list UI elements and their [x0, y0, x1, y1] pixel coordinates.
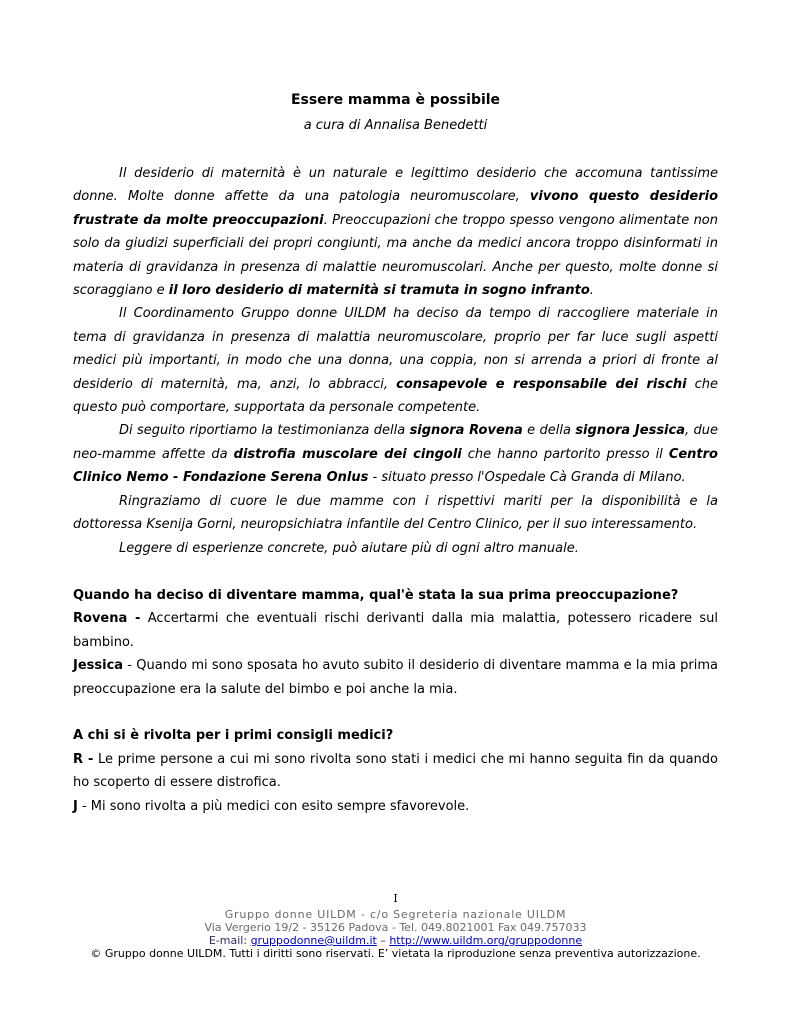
question-2: A chi si è rivolta per i primi consigli medici? [73, 728, 394, 744]
interview-section [73, 584, 718, 818]
footer-separator: – [376, 934, 390, 947]
emphasis-text: il loro desiderio di maternità si tramuta in sogno infranto [168, 283, 590, 299]
answer-jessica-2 [73, 795, 718, 818]
document-title: Essere mamma è possibile [290, 92, 501, 108]
footer-organization: Gruppo donne UILDM - c/o Segreteria nazionale UILDM [224, 908, 567, 921]
speaker-label: J [73, 798, 78, 814]
emphasis-text: vivono questo desiderio frustrate da molte preoccupazioni [73, 189, 718, 228]
text-run: . [589, 283, 594, 299]
footer-contacts [0, 934, 791, 947]
answer-text: Accertarmi che eventuali rischi derivanti dalla mia malattia, potessero ricadere sul bambino. [73, 611, 719, 650]
intro-paragraph-2 [73, 302, 718, 419]
footer-address: Via Vergerio 19/2 - 35126 Padova - Tel. 049.8021001 Fax 049.757033 [204, 921, 587, 934]
answer-text: - Mi sono rivolta a più medici con esito sempre sfavorevole. [77, 798, 470, 814]
intro-paragraph-1 [73, 162, 718, 302]
text-run: Il desiderio di maternità è un naturale e legittimo desiderio che accomuna tantissime donne. Molte donne affette da una patologia neuromuscolare, [73, 166, 718, 205]
speaker-label: R - [73, 751, 94, 767]
page-number: I [393, 892, 398, 905]
answer-rovena-1 [73, 607, 718, 654]
intro-paragraph-3 [73, 419, 718, 489]
website-link[interactable]: http://www.uildm.org/gruppodonne [389, 934, 583, 947]
emphasis-text: consapevole e responsabile dei rischi [396, 376, 687, 392]
emphasis-text: distrofia muscolare dei cingoli [233, 446, 462, 462]
intro-paragraph-4: Ringraziamo di cuore le due mamme con i rispettivi mariti per la disponibilità e la dottoressa Ksenija Gorni, neuropsichiatra infantile del Centro Clinico, per il suo interessamento. [73, 493, 718, 533]
answer-text: Le prime persone a cui mi sono rivolta sono stati i medici che mi hanno seguita fin da quando ho scoperto di essere distrofica. [73, 751, 719, 791]
emphasis-text: Centro Clinico Nemo - Fondazione Serena Onlus [73, 446, 718, 486]
text-run: - situato presso l'Ospedale Cà Granda di Milano. [368, 470, 686, 486]
answer-text: - Quando mi sono sposata ho avuto subito il desiderio di diventare mamma e la mia prima preoccupazione era la salute del bimbo e poi anche la mia. [73, 658, 718, 697]
answer-jessica-1 [73, 654, 718, 701]
footer-copyright: © Gruppo donne UILDM. Tutti i diritti sono riservati. E’ vietata la riproduzione senza preventiva autorizzazione. [90, 947, 701, 960]
text-run: Il Coordinamento Gruppo donne UILDM ha deciso da tempo di raccogliere materiale in tema di gravidanza in presenza di malattia neuromuscolare, proprio per far luce sugli aspetti medici più importanti, in modo che una donna, una coppia, non si arrenda a priori di fronte al desiderio di maternità, ma, anzi, lo abbracci, [73, 306, 718, 392]
emphasis-text: signora Jessica [575, 423, 685, 439]
email-link[interactable]: gruppodonne@uildm.it [250, 934, 377, 947]
question-1: Quando ha deciso di diventare mamma, qual'è stata la sua prima preoccupazione? [73, 588, 679, 603]
text-run: Di seguito riportiamo la testimonianza della [119, 423, 410, 439]
speaker-label: Rovena - [73, 611, 141, 627]
speaker-label: Jessica [73, 658, 124, 674]
document-subtitle: a cura di Annalisa Benedetti [303, 118, 488, 133]
text-run: che hanno partorito presso il [461, 446, 669, 462]
intro-paragraph-5: Leggere di esperienze concrete, può aiutare più di ogni altro manuale. [119, 540, 579, 556]
emphasis-text: signora Rovena [409, 423, 523, 439]
text-run: , due neo-mamme affette da [73, 423, 718, 462]
email-label: E-mail: [208, 934, 251, 947]
intro-section [73, 162, 718, 560]
text-run: . Preoccupazioni che troppo spesso vengono alimentate non solo da giudizi superficiali dei propri congiunti, ma anche da medici ancora troppo disinformati in materia di gravidanza in presenza di malattie neuromuscolari. Anche per questo, molte donne si scoraggiano e [73, 212, 719, 299]
answer-rovena-2 [73, 748, 718, 795]
text-run: che questo può comportare, supportata da personale competente. [73, 376, 718, 416]
text-run: e della [522, 423, 576, 439]
section-spacer [73, 701, 718, 724]
